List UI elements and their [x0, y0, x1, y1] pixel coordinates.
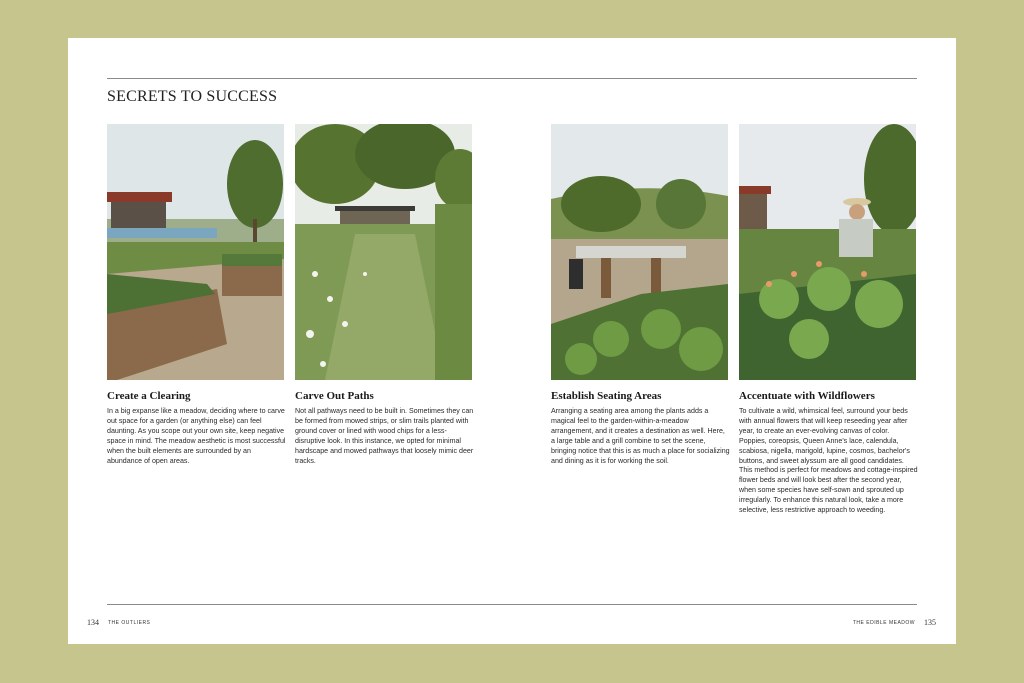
- column-body: Not all pathways need to be built in. Sometimes they can be formed from mowed strips, or slim trails planted with ground cover or lined with wood chips for a less-disruptive look. In this instance, we opted for minimal hardscape and mowed pathways that loosely mimic deer tracks.: [295, 407, 474, 465]
- bottom-rule: [107, 604, 917, 605]
- column-heading: Carve Out Paths: [295, 390, 374, 402]
- column-seating-areas: [551, 390, 730, 466]
- photo-wildflowers: [739, 124, 916, 380]
- column-body: In a big expanse like a meadow, deciding where to carve out space for a garden (or anything else) can feel daunting. As you scope out your own site, keep negative space in mind. The meadow aesthetic is most successful when the built elements are surrounded by an abundance of open areas.: [107, 407, 286, 465]
- photo-paths: [295, 124, 472, 380]
- section-title: SECRETS TO SUCCESS: [107, 88, 278, 105]
- right-page-number: 135: [924, 618, 936, 627]
- column-heading: Accentuate with Wildflowers: [739, 390, 875, 402]
- left-running-head: THE OUTLIERS: [108, 620, 151, 626]
- top-rule: [107, 78, 917, 79]
- column-heading: Create a Clearing: [107, 390, 191, 402]
- right-running-head: THE EDIBLE MEADOW: [852, 620, 915, 626]
- photo-seating: [551, 124, 728, 380]
- column-wildflowers: [739, 390, 918, 516]
- magazine-spread: [68, 38, 956, 644]
- column-heading: Establish Seating Areas: [551, 390, 662, 402]
- photo-clearing: [107, 124, 284, 380]
- column-body: Arranging a seating area among the plants adds a magical feel to the garden-within-a-meadow arrangement, and it creates a destination as well. Here, a large table and a grill combine to set the scene, bringing notice that this is as much a place for socializing and dining as it is for working the soil.: [551, 407, 730, 465]
- column-body: To cultivate a wild, whimsical feel, surround your beds with annual flowers that will keep reseeding year after year, to create an ever-evolving canvas of color. Poppies, coreopsis, Queen Anne's lace, calendula, scabiosa, nigella, marigold, lupine, cosmos, bachelor's buttons, and sweet alyssum are all good candidates. This method is perfect for meadows and cottage-inspired flower beds and will look best after the second year, when some species have self-sown and sprouted up irregularly. To enhance this natural look, take a more selective, less restrictive approach to weeding.: [739, 407, 918, 515]
- column-create-clearing: [107, 390, 286, 466]
- column-carve-paths: [295, 390, 474, 466]
- left-page-number: 134: [87, 618, 99, 627]
